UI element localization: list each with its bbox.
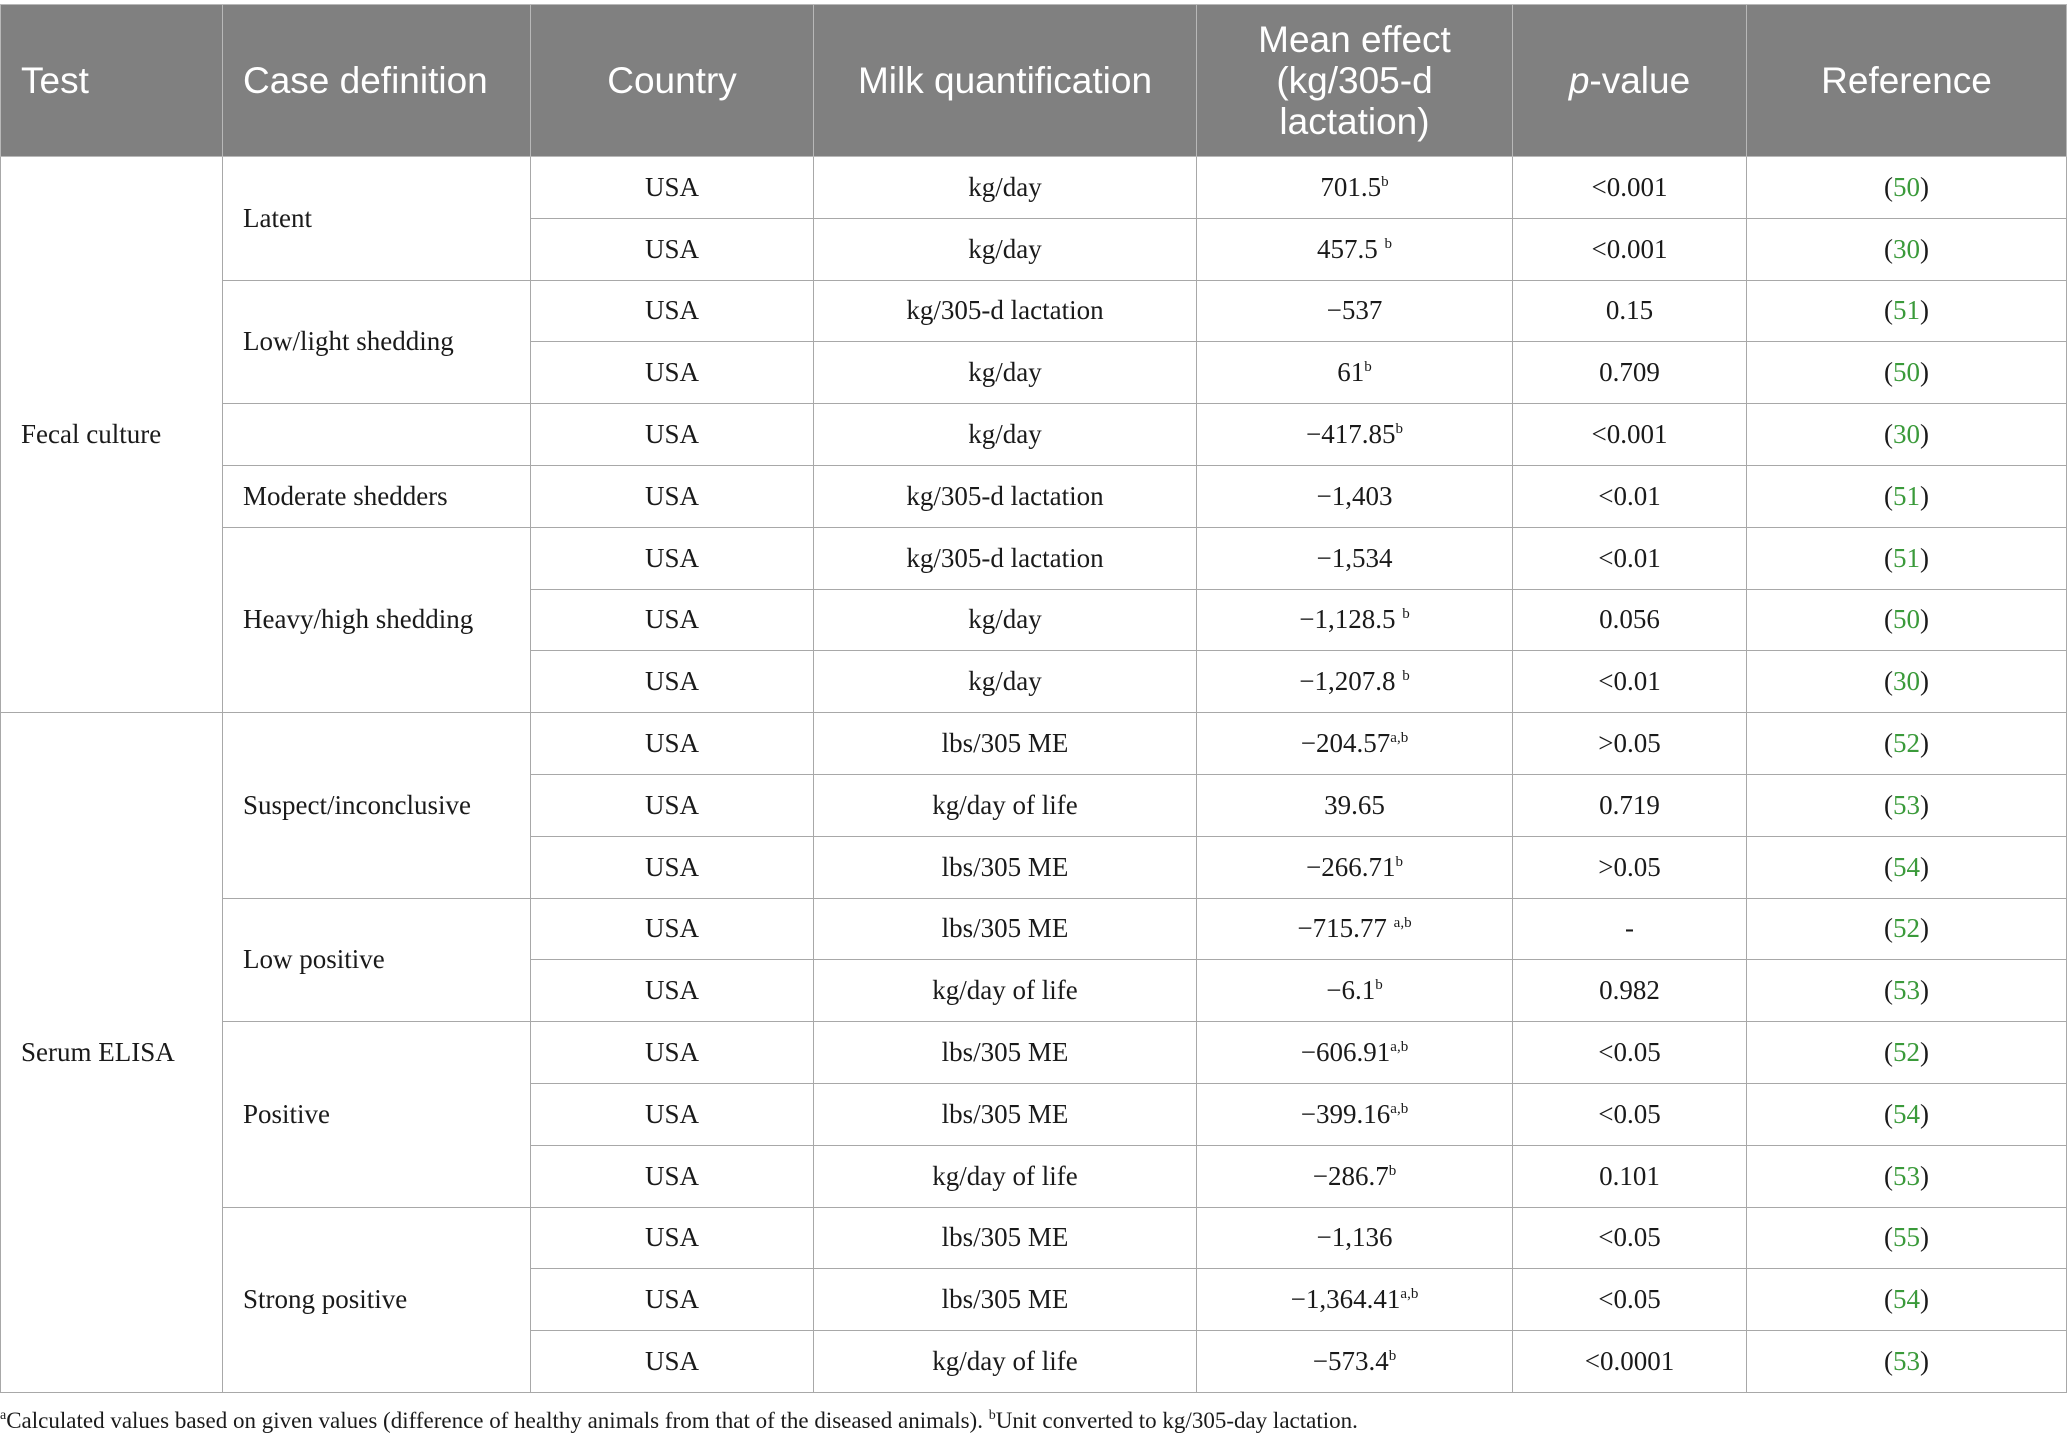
reference-open-paren: ( <box>1884 789 1893 820</box>
footnote-marker: b <box>1364 359 1372 376</box>
reference-open-paren: ( <box>1884 1037 1893 1068</box>
table-row <box>1 280 2067 342</box>
milk-quantification-cell: lbs/305 ME <box>814 1083 1197 1145</box>
milk-quantification-cell: kg/day <box>814 589 1197 651</box>
milk-quantification-cell: kg/305-d lactation <box>814 465 1197 527</box>
reference-close-paren: ) <box>1920 1284 1929 1315</box>
mean-effect-cell <box>1197 1331 1513 1393</box>
reference-close-paren: ) <box>1920 295 1929 326</box>
case-definition-cell: Heavy/high shedding <box>223 527 531 712</box>
p-value-cell: - <box>1513 898 1747 960</box>
p-value-cell: >0.05 <box>1513 713 1747 775</box>
mean-effect-cell <box>1197 1269 1513 1331</box>
reference-close-paren: ) <box>1920 1098 1929 1129</box>
mean-effect-value: −573.4 <box>1312 1346 1389 1377</box>
mean-effect-cell <box>1197 342 1513 404</box>
header-p-value <box>1513 5 1747 157</box>
country-cell: USA <box>531 713 814 775</box>
header-mean-effect-line-3: lactation) <box>1279 101 1430 142</box>
reference-link[interactable]: 53 <box>1893 789 1920 820</box>
mean-effect-value: −606.91 <box>1300 1037 1391 1068</box>
reference-cell <box>1747 280 2067 342</box>
p-value-cell: 0.101 <box>1513 1145 1747 1207</box>
table-row <box>1 1022 2067 1084</box>
p-value-cell: 0.709 <box>1513 342 1747 404</box>
mean-effect-cell <box>1197 713 1513 775</box>
reference-link[interactable]: 52 <box>1893 1037 1920 1068</box>
milk-quantification-cell: lbs/305 ME <box>814 836 1197 898</box>
milk-quantification-cell: kg/day of life <box>814 1145 1197 1207</box>
header-p-value-italic: p <box>1568 60 1590 101</box>
p-value-cell: <0.01 <box>1513 527 1747 589</box>
reference-open-paren: ( <box>1884 233 1893 264</box>
table-header <box>1 5 2067 157</box>
mean-effect-value: −266.71 <box>1306 851 1396 882</box>
country-cell: USA <box>531 1022 814 1084</box>
footnote-marker: b <box>1402 668 1410 685</box>
p-value-cell: 0.056 <box>1513 589 1747 651</box>
reference-link[interactable]: 50 <box>1893 357 1920 388</box>
milk-quantification-cell: kg/day of life <box>814 1331 1197 1393</box>
reference-close-paren: ) <box>1920 171 1929 202</box>
milk-quantification-cell: kg/day <box>814 342 1197 404</box>
p-value-cell: <0.05 <box>1513 1083 1747 1145</box>
case-definition-cell: Strong positive <box>223 1207 531 1392</box>
reference-open-paren: ( <box>1884 604 1893 635</box>
p-value-cell: <0.05 <box>1513 1207 1747 1269</box>
reference-open-paren: ( <box>1884 295 1893 326</box>
mean-effect-value: −1,534 <box>1316 542 1393 573</box>
footnote-marker: b <box>1395 853 1403 870</box>
footnote-marker: b <box>1388 1162 1397 1179</box>
reference-open-paren: ( <box>1884 1346 1893 1377</box>
mean-effect-value: −1,136 <box>1316 1222 1393 1253</box>
reference-close-paren: ) <box>1920 419 1929 450</box>
milk-quantification-cell: kg/day <box>814 404 1197 466</box>
milk-production-effect-table <box>0 4 2067 1393</box>
reference-open-paren: ( <box>1884 419 1893 450</box>
footnote-b-marker: b <box>988 1408 996 1423</box>
case-definition-cell <box>223 404 531 466</box>
reference-open-paren: ( <box>1884 171 1893 202</box>
reference-close-paren: ) <box>1920 233 1929 264</box>
reference-cell <box>1747 218 2067 280</box>
p-value-cell: <0.001 <box>1513 157 1747 219</box>
milk-quantification-cell: kg/day <box>814 157 1197 219</box>
reference-cell <box>1747 465 2067 527</box>
reference-cell <box>1747 527 2067 589</box>
header-mean-effect-line-1: Mean effect <box>1258 19 1451 60</box>
header-mean-effect-line-2: (kg/305-d <box>1276 60 1433 101</box>
reference-cell <box>1747 836 2067 898</box>
milk-quantification-cell: kg/day <box>814 651 1197 713</box>
footnote-b-text: Unit converted to kg/305-day lactation. <box>995 1408 1358 1433</box>
reference-link[interactable]: 30 <box>1893 233 1920 264</box>
table-footnote <box>0 1408 1358 1434</box>
footnote-marker: a,b <box>1390 1100 1409 1117</box>
p-value-cell: <0.001 <box>1513 404 1747 466</box>
country-cell: USA <box>531 1145 814 1207</box>
mean-effect-value: −399.16 <box>1300 1098 1391 1129</box>
mean-effect-value: 39.65 <box>1324 789 1385 820</box>
reference-link[interactable]: 55 <box>1893 1222 1920 1253</box>
country-cell: USA <box>531 774 814 836</box>
reference-close-paren: ) <box>1920 913 1929 944</box>
reference-cell <box>1747 157 2067 219</box>
mean-effect-value: −417.85 <box>1306 419 1396 450</box>
reference-close-paren: ) <box>1920 357 1929 388</box>
table-row <box>1 157 2067 219</box>
country-cell: USA <box>531 651 814 713</box>
milk-quantification-cell: kg/day of life <box>814 960 1197 1022</box>
footnote-marker: b <box>1402 606 1410 623</box>
footnote-marker: a,b <box>1390 730 1409 747</box>
country-cell: USA <box>531 1207 814 1269</box>
mean-effect-cell <box>1197 898 1513 960</box>
country-cell: USA <box>531 898 814 960</box>
mean-effect-cell <box>1197 157 1513 219</box>
footnote-marker: b <box>1388 1348 1397 1365</box>
reference-link[interactable]: 54 <box>1893 1098 1920 1129</box>
table-row <box>1 527 2067 589</box>
reference-cell <box>1747 404 2067 466</box>
footnote-a-marker: a <box>0 1408 7 1423</box>
mean-effect-cell <box>1197 404 1513 466</box>
mean-effect-cell <box>1197 527 1513 589</box>
header-milk-quantification: Milk quantification <box>814 5 1197 157</box>
footnote-marker: b <box>1375 977 1383 994</box>
reference-link[interactable]: 51 <box>1893 542 1920 573</box>
table-row <box>1 1207 2067 1269</box>
reference-close-paren: ) <box>1920 1346 1929 1377</box>
footnote-marker: a,b <box>1390 1039 1409 1056</box>
milk-quantification-cell: lbs/305 ME <box>814 1269 1197 1331</box>
case-definition-cell: Moderate shedders <box>223 465 531 527</box>
case-definition-cell: Suspect/inconclusive <box>223 713 531 898</box>
reference-link[interactable]: 50 <box>1893 171 1920 202</box>
header-reference: Reference <box>1747 5 2067 157</box>
milk-quantification-cell: kg/day <box>814 218 1197 280</box>
mean-effect-cell <box>1197 836 1513 898</box>
reference-close-paren: ) <box>1920 542 1929 573</box>
reference-open-paren: ( <box>1884 851 1893 882</box>
reference-open-paren: ( <box>1884 1160 1893 1191</box>
milk-quantification-cell: lbs/305 ME <box>814 898 1197 960</box>
footnote-marker: a,b <box>1393 915 1412 932</box>
country-cell: USA <box>531 1269 814 1331</box>
country-cell: USA <box>531 465 814 527</box>
reference-cell <box>1747 1269 2067 1331</box>
milk-quantification-cell: lbs/305 ME <box>814 713 1197 775</box>
footnote-marker: b <box>1381 173 1389 190</box>
reference-cell <box>1747 1083 2067 1145</box>
mean-effect-cell <box>1197 651 1513 713</box>
country-cell: USA <box>531 404 814 466</box>
header-case-definition: Case definition <box>223 5 531 157</box>
case-definition-cell: Low positive <box>223 898 531 1022</box>
reference-link[interactable]: 54 <box>1893 1284 1920 1315</box>
reference-open-paren: ( <box>1884 357 1893 388</box>
footnote-marker: a,b <box>1400 1286 1419 1303</box>
reference-link[interactable]: 52 <box>1893 728 1920 759</box>
mean-effect-cell <box>1197 589 1513 651</box>
country-cell: USA <box>531 280 814 342</box>
mean-effect-value: 701.5 <box>1320 171 1382 202</box>
reference-link[interactable]: 54 <box>1893 851 1920 882</box>
p-value-cell: <0.05 <box>1513 1269 1747 1331</box>
milk-quantification-cell: kg/305-d lactation <box>814 280 1197 342</box>
reference-close-paren: ) <box>1920 666 1929 697</box>
reference-open-paren: ( <box>1884 1098 1893 1129</box>
reference-open-paren: ( <box>1884 1284 1893 1315</box>
mean-effect-value: −204.57 <box>1300 728 1391 759</box>
reference-close-paren: ) <box>1920 1160 1929 1191</box>
milk-quantification-cell: lbs/305 ME <box>814 1022 1197 1084</box>
reference-open-paren: ( <box>1884 975 1893 1006</box>
reference-open-paren: ( <box>1884 728 1893 759</box>
mean-effect-cell <box>1197 280 1513 342</box>
mean-effect-value: −715.77 <box>1297 913 1394 944</box>
reference-cell <box>1747 651 2067 713</box>
p-value-cell: <0.01 <box>1513 651 1747 713</box>
p-value-cell: 0.719 <box>1513 774 1747 836</box>
p-value-cell: <0.0001 <box>1513 1331 1747 1393</box>
reference-cell <box>1747 774 2067 836</box>
reference-cell <box>1747 342 2067 404</box>
mean-effect-value: −286.7 <box>1312 1160 1389 1191</box>
footnote-marker: b <box>1395 421 1403 438</box>
table-row <box>1 713 2067 775</box>
mean-effect-cell <box>1197 1083 1513 1145</box>
reference-link[interactable]: 51 <box>1893 295 1920 326</box>
case-definition-cell: Positive <box>223 1022 531 1207</box>
mean-effect-cell <box>1197 465 1513 527</box>
country-cell: USA <box>531 342 814 404</box>
country-cell: USA <box>531 218 814 280</box>
reference-link[interactable]: 53 <box>1893 1160 1920 1191</box>
p-value-cell: 0.982 <box>1513 960 1747 1022</box>
mean-effect-value: −1,128.5 <box>1299 604 1403 635</box>
reference-cell <box>1747 589 2067 651</box>
reference-close-paren: ) <box>1920 1222 1929 1253</box>
reference-cell <box>1747 1331 2067 1393</box>
reference-cell <box>1747 1145 2067 1207</box>
reference-link[interactable]: 53 <box>1893 975 1920 1006</box>
p-value-cell: <0.05 <box>1513 1022 1747 1084</box>
mean-effect-value: −1,403 <box>1316 480 1393 511</box>
reference-open-paren: ( <box>1884 913 1893 944</box>
mean-effect-value: 457.5 <box>1317 233 1385 264</box>
milk-quantification-cell: kg/day of life <box>814 774 1197 836</box>
header-p-value-rest: -value <box>1589 60 1691 101</box>
country-cell: USA <box>531 157 814 219</box>
footnote-a-text: Calculated values based on given values (difference of healthy animals from that of the diseased animals). <box>6 1408 989 1433</box>
p-value-cell: <0.01 <box>1513 465 1747 527</box>
header-test: Test <box>1 5 223 157</box>
mean-effect-cell <box>1197 774 1513 836</box>
reference-open-paren: ( <box>1884 480 1893 511</box>
reference-close-paren: ) <box>1920 975 1929 1006</box>
mean-effect-cell <box>1197 1207 1513 1269</box>
mean-effect-cell <box>1197 1022 1513 1084</box>
mean-effect-value: −537 <box>1326 295 1383 326</box>
reference-open-paren: ( <box>1884 666 1893 697</box>
reference-cell <box>1747 1022 2067 1084</box>
reference-close-paren: ) <box>1920 728 1929 759</box>
country-cell: USA <box>531 960 814 1022</box>
case-definition-cell: Low/light shedding <box>223 280 531 404</box>
reference-cell <box>1747 1207 2067 1269</box>
p-value-cell: >0.05 <box>1513 836 1747 898</box>
milk-quantification-cell: lbs/305 ME <box>814 1207 1197 1269</box>
p-value-cell: 0.15 <box>1513 280 1747 342</box>
mean-effect-value: −1,364.41 <box>1290 1284 1401 1315</box>
reference-link[interactable]: 30 <box>1893 666 1920 697</box>
mean-effect-value: −6.1 <box>1326 975 1376 1006</box>
milk-quantification-cell: kg/305-d lactation <box>814 527 1197 589</box>
reference-link[interactable]: 53 <box>1893 1346 1920 1377</box>
mean-effect-value: −1,207.8 <box>1299 666 1403 697</box>
mean-effect-cell <box>1197 960 1513 1022</box>
header-country: Country <box>531 5 814 157</box>
header-row <box>1 5 2067 157</box>
reference-link[interactable]: 52 <box>1893 913 1920 944</box>
reference-close-paren: ) <box>1920 851 1929 882</box>
reference-cell <box>1747 960 2067 1022</box>
table-row <box>1 404 2067 466</box>
test-cell: Fecal culture <box>1 157 223 713</box>
reference-close-paren: ) <box>1920 604 1929 635</box>
reference-close-paren: ) <box>1920 1037 1929 1068</box>
country-cell: USA <box>531 527 814 589</box>
country-cell: USA <box>531 1083 814 1145</box>
footnote-marker: b <box>1384 235 1392 252</box>
mean-effect-cell <box>1197 1145 1513 1207</box>
case-definition-cell: Latent <box>223 157 531 281</box>
reference-link[interactable]: 30 <box>1893 419 1920 450</box>
mean-effect-cell <box>1197 218 1513 280</box>
mean-effect-value: 61 <box>1337 357 1365 388</box>
reference-link[interactable]: 51 <box>1893 480 1920 511</box>
header-mean-effect <box>1197 5 1513 157</box>
p-value-cell: <0.001 <box>1513 218 1747 280</box>
country-cell: USA <box>531 589 814 651</box>
country-cell: USA <box>531 1331 814 1393</box>
test-cell: Serum ELISA <box>1 713 223 1393</box>
country-cell: USA <box>531 836 814 898</box>
reference-cell <box>1747 898 2067 960</box>
table-row <box>1 465 2067 527</box>
reference-close-paren: ) <box>1920 480 1929 511</box>
reference-close-paren: ) <box>1920 789 1929 820</box>
table-row <box>1 898 2067 960</box>
reference-cell <box>1747 713 2067 775</box>
table-body <box>1 157 2067 1393</box>
reference-open-paren: ( <box>1884 1222 1893 1253</box>
reference-open-paren: ( <box>1884 542 1893 573</box>
reference-link[interactable]: 50 <box>1893 604 1920 635</box>
